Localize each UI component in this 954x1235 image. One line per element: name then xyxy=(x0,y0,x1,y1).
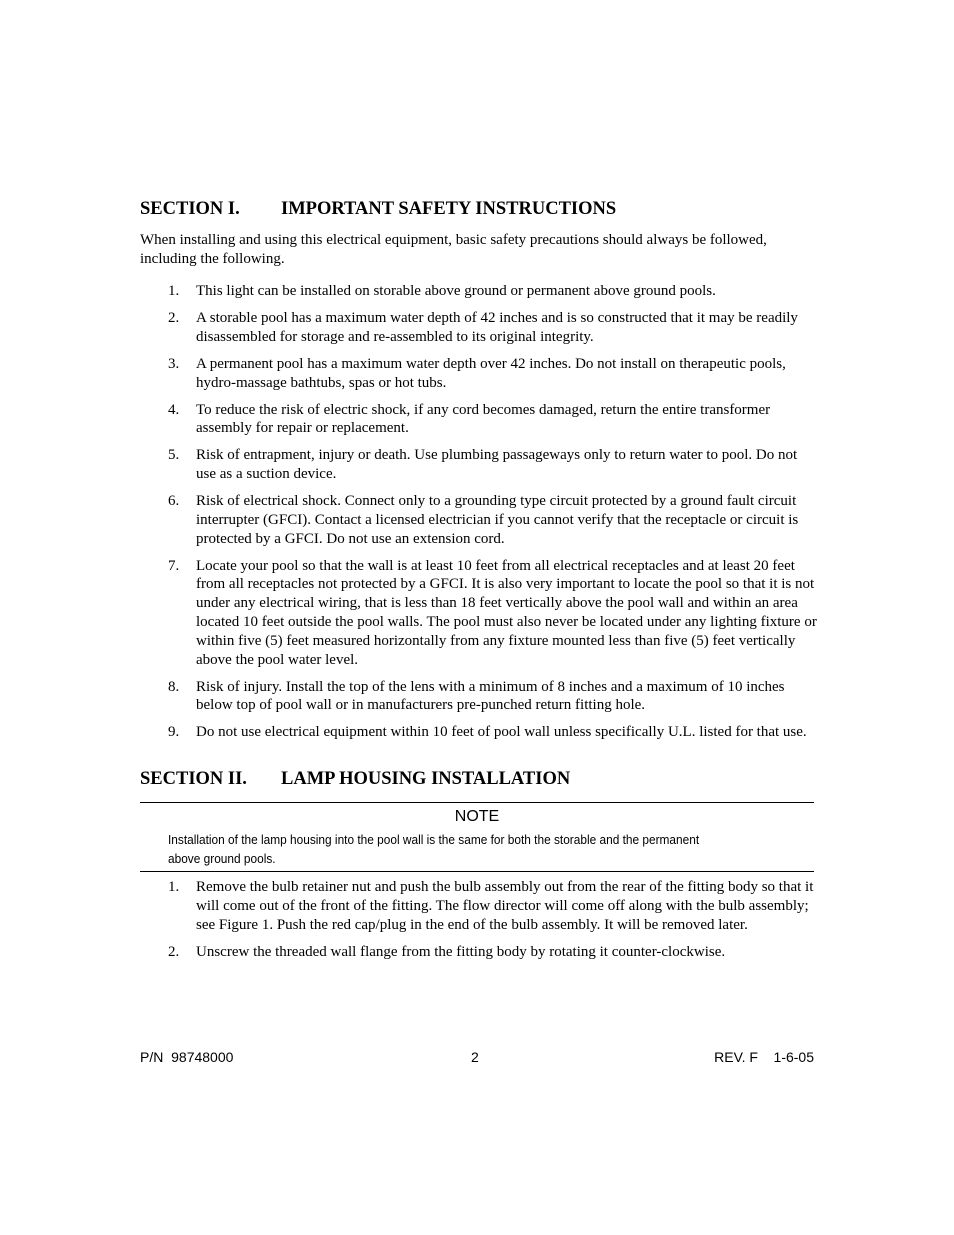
list-item-number: 9. xyxy=(168,724,180,741)
list-item-text: To reduce the risk of electric shock, if any cord becomes damaged, return the entire transformer assembly for repair or replacement. xyxy=(196,401,771,437)
list-item-text: This light can be installed on storable above ground or permanent above ground pools. xyxy=(196,283,716,299)
footer-page-number: 2 xyxy=(471,1049,479,1065)
list-item-text: Risk of entrapment, injury or death. Use plumbing passageways only to return water to pool. Do not use as a suction device. xyxy=(196,447,798,483)
list-item-number: 4. xyxy=(168,401,180,418)
list-item xyxy=(140,355,820,393)
list-item-number: 6. xyxy=(168,493,180,510)
list-item-text: Do not use electrical equipment within 10 feet of pool wall unless specifically U.L. listed for that use. xyxy=(196,724,807,741)
section-1-title: IMPORTANT SAFETY INSTRUCTIONS xyxy=(281,199,617,219)
list-item-number: 2. xyxy=(168,943,180,960)
list-item-text: Locate your pool so that the wall is at least 10 feet from all electrical receptacles and at least 20 feet from all receptacles not protected by a GFCI. It is also very important to locate the pool so that it is not under any electrical wiring, that is less than 18 feet vertically above the pool wall and within an area located 10 feet outside the pool walls. The pool must also never be located under any lighting fixture or within five (5) feet measured horizontally from any fixture mounted less than five (5) feet vertically above the pool water level. xyxy=(196,557,817,668)
list-item-text: A storable pool has a maximum water depth of 42 inches and is so constructed that it may be readily disassembled for storage and re-assembled to its original integrity. xyxy=(196,309,798,345)
list-item-number: 5. xyxy=(168,447,180,464)
list-item-text: Risk of electrical shock. Connect only to a grounding type circuit protected by a ground fault circuit interrupter (GFCI). Contact a licensed electrician if you cannot verify that the receptacle or circuit is protected by a GFCI. Do not use an extension cord. xyxy=(196,493,799,547)
list-item xyxy=(140,492,820,548)
list-item-text: Unscrew the threaded wall flange from the fitting body by rotating it counter-clockwise. xyxy=(196,943,726,960)
list-item-number: 1. xyxy=(168,283,180,299)
footer-part-number: P/N 98748000 xyxy=(140,1049,234,1065)
list-item-number: 1. xyxy=(168,879,180,895)
note-text: Installation of the lamp housing into the pool wall is the same for both the storable and the permanent above ground pools. xyxy=(168,832,700,866)
list-item xyxy=(140,309,820,347)
safety-instructions-list xyxy=(140,282,820,750)
list-item xyxy=(140,282,820,301)
list-item-text: Risk of injury. Install the top of the lens with a minimum of 8 inches and a maximum of 10 inches below top of pool wall or in manufacturers pre-punched return fitting hole. xyxy=(196,678,785,714)
list-item xyxy=(140,446,820,484)
section-2-title: LAMP HOUSING INSTALLATION xyxy=(281,769,571,789)
list-item xyxy=(140,723,820,742)
lamp-housing-steps-list xyxy=(140,878,820,970)
note-title: NOTE xyxy=(454,808,500,825)
list-item-number: 7. xyxy=(168,557,180,574)
section-1-intro: When installing and using this electrical equipment, basic safety precautions should always be followed, including the following. xyxy=(140,232,767,267)
section-2-heading xyxy=(140,769,570,790)
section-1-heading xyxy=(140,199,616,220)
section-2-number: SECTION II. xyxy=(140,769,247,789)
list-item xyxy=(140,401,820,439)
list-item xyxy=(140,678,820,716)
note-top-rule xyxy=(140,802,814,803)
list-item-number: 8. xyxy=(168,678,180,695)
note-bottom-rule xyxy=(140,871,814,872)
footer-revision: REV. F 1-6-05 xyxy=(714,1049,814,1065)
list-item-number: 3. xyxy=(168,355,180,372)
list-item-text: Remove the bulb retainer nut and push the bulb assembly out from the rear of the fitting body so that it will come out of the front of the fitting. The flow director will come off along with the bulb assembly; see Figure 1. Push the red cap/plug in the end of the bulb assembly. It will be removed later. xyxy=(196,879,814,933)
list-item xyxy=(140,943,820,962)
list-item-number: 2. xyxy=(168,309,180,326)
list-item xyxy=(140,557,820,670)
section-1-number: SECTION I. xyxy=(140,199,240,219)
list-item xyxy=(140,878,820,934)
list-item-text: A permanent pool has a maximum water depth over 42 inches. Do not install on therapeutic pools, hydro-massage bathtubs, spas or hot tubs. xyxy=(196,355,786,391)
